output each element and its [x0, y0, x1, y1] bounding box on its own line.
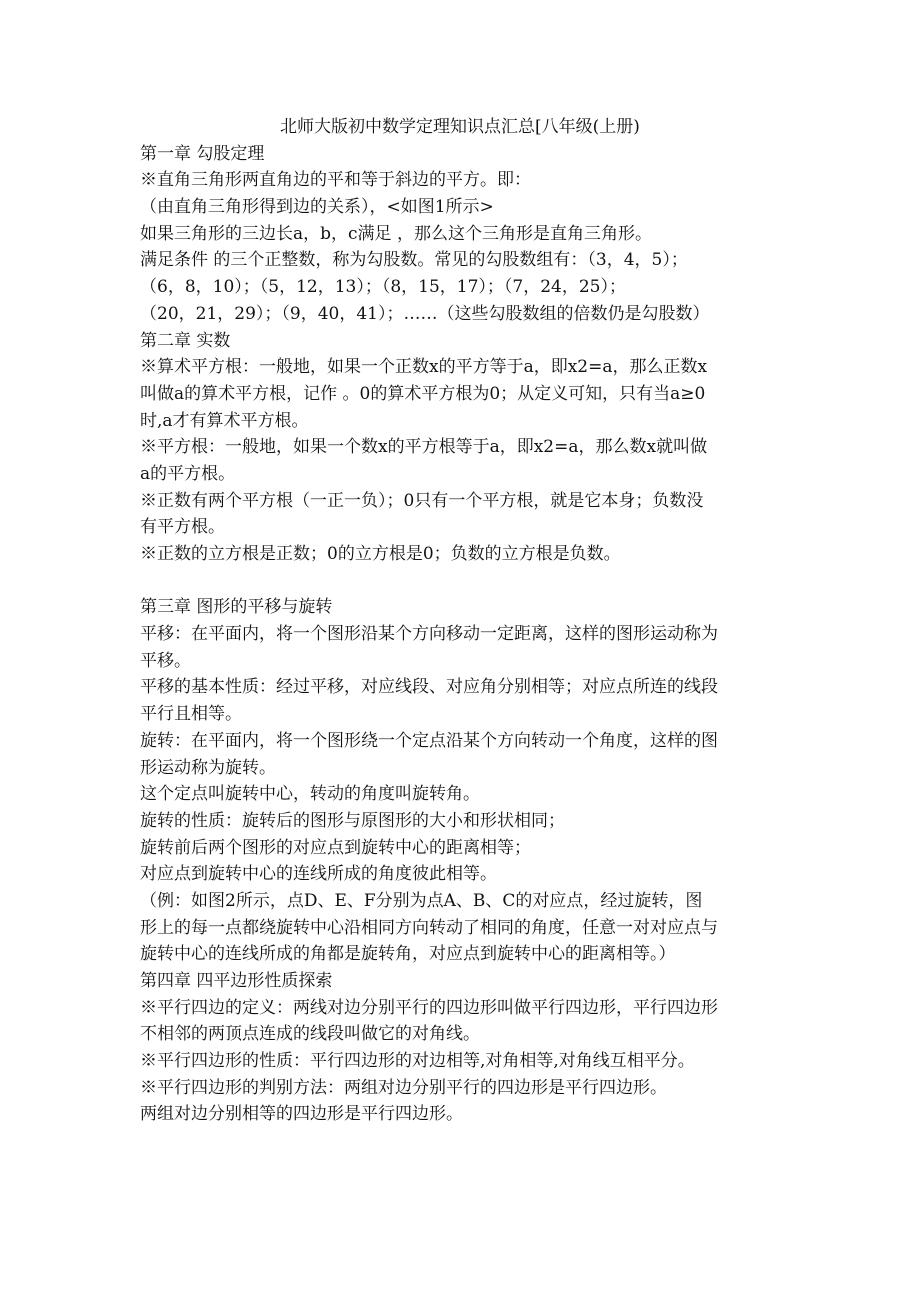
text-line: 满足条件 的三个正整数，称为勾股数。常见的勾股数组有：（3，4，5）；: [140, 250, 688, 271]
document-title: 北师大版初中数学定理知识点汇总[八年级(上册): [280, 117, 640, 137]
text-line: 平移。: [140, 650, 191, 671]
text-line: 叫做a的算术平方根，记作 。0的算术平方根为0；从定义可知，只有当a≥0: [140, 383, 706, 404]
text-line: （由直角三角形得到边的关系），<如图1所示>: [140, 197, 494, 218]
chapter-heading: 第一章 勾股定理: [140, 143, 265, 164]
chapter-heading: 第二章 实数: [140, 330, 231, 351]
text-line: 旋转的性质：旋转后的图形与原图形的大小和形状相同；: [140, 810, 565, 831]
text-line: ※平行四边形的判别方法：两组对边分别平行的四边形是平行四边形。: [140, 1077, 667, 1098]
text-line: （6，8，10）；（5，12，13）；（8，15，17）；（7，24，25）；: [140, 277, 627, 298]
text-line: 平行且相等。: [140, 704, 242, 725]
text-line: ※算术平方根：一般地，如果一个正数x的平方等于a，即x2=a，那么正数x: [140, 357, 708, 378]
text-line: 旋转：在平面内，将一个图形绕一个定点沿某个方向转动一个角度，这样的图: [140, 730, 718, 751]
text-line: 旋转前后两个图形的对应点到旋转中心的距离相等；: [140, 837, 531, 858]
document-body: [140, 114, 780, 1128]
text-line: ※正数有两个平方根（一正一负）；0只有一个平方根，就是它本身；负数没: [140, 490, 704, 511]
text-line: 有平方根。: [140, 517, 225, 538]
chapter-heading: 第三章 图形的平移与旋转: [140, 597, 333, 618]
text-line: ※平行四边的定义：两线对边分别平行的四边形叫做平行四边形，平行四边形: [140, 997, 718, 1018]
text-line: 不相邻的两顶点连成的线段叫做它的对角线。: [140, 1024, 480, 1045]
text-line: 平移：在平面内，将一个图形沿某个方向移动一定距离，这样的图形运动称为: [140, 624, 718, 645]
text-line: 旋转中心的连线所成的角都是旋转角，对应点到旋转中心的距离相等。）: [140, 944, 676, 965]
document-lines: [140, 141, 780, 1128]
text-line: 形上的每一点都绕旋转中心沿相同方向转动了相同的角度，任意一对对应点与: [140, 917, 718, 938]
text-line: ※正数的立方根是正数；0的立方根是0；负数的立方根是负数。: [140, 544, 621, 564]
text-line: （例：如图2所示，点D、E、F分别为点A、B、C的对应点，经过旋转，图: [140, 890, 703, 911]
text-line: ※直角三角形两直角边的平和等于斜边的平方。即：: [140, 170, 531, 191]
text-line: （20，21，29）；（9，40，41）；……（这些勾股数组的倍数仍是勾股数）: [140, 303, 710, 324]
chapter-heading: 第四章 四平边形性质探索: [140, 971, 333, 991]
text-line: 形运动称为旋转。: [140, 757, 276, 778]
text-line: 这个定点叫旋转中心，转动的角度叫旋转角。: [140, 784, 480, 805]
text-line: ※平行四边形的性质：平行四边形的对边相等,对角相等,对角线互相平分。: [140, 1051, 695, 1072]
text-line: 如果三角形的三边长a，b，c满足 ，那么这个三角形是直角三角形。: [140, 223, 652, 244]
text-line: a的平方根。: [140, 463, 236, 484]
text-line: 平移的基本性质：经过平移，对应线段、对应角分别相等；对应点所连的线段: [140, 677, 718, 698]
text-line: ※平方根：一般地，如果一个数x的平方根等于a，即x2=a，那么数x就叫做: [140, 437, 708, 458]
blank-line: [140, 568, 780, 595]
text-line: 时,a才有算术平方根。: [140, 410, 309, 431]
text-line: 对应点到旋转中心的连线所成的角度彼此相等。: [140, 864, 497, 885]
text-line: 两组对边分别相等的四边形是平行四边形。: [140, 1104, 463, 1125]
